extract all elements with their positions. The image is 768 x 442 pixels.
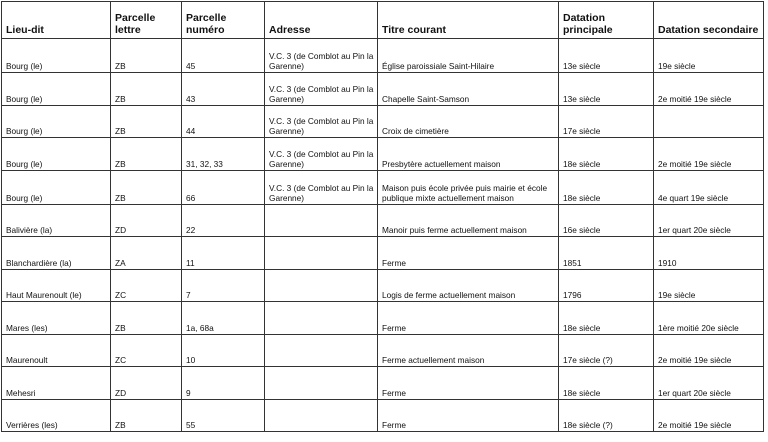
- cell-datation-secondaire: 2e moitié 19e siècle: [654, 138, 764, 171]
- cell-datation-principale: 17e siècle: [559, 105, 654, 138]
- cell-adresse: V.C. 3 (de Comblot au Pin la Garenne): [265, 105, 378, 138]
- cell-datation-secondaire: 4e quart 19e siècle: [654, 170, 764, 204]
- column-header-parcelle-numero: Parcelle numéro: [182, 2, 265, 39]
- cell-datation-principale: 18e siècle: [559, 367, 654, 400]
- cell-datation-secondaire: 2e moitié 19e siècle: [654, 73, 764, 106]
- cell-parcelle-lettre: ZC: [111, 334, 182, 367]
- cell-parcelle-lettre: ZB: [111, 39, 182, 73]
- cell-lieu-dit: Bourg (le): [2, 39, 111, 73]
- inventory-table: [1, 1, 764, 432]
- cell-parcelle-numero: 1a, 68a: [182, 302, 265, 335]
- cell-datation-principale: 13e siècle: [559, 73, 654, 106]
- cell-parcelle-lettre: ZB: [111, 73, 182, 106]
- cell-parcelle-numero: 45: [182, 39, 265, 73]
- table-row: [2, 399, 764, 432]
- cell-titre-courant: Chapelle Saint-Samson: [378, 73, 559, 106]
- cell-adresse: [265, 237, 378, 270]
- cell-adresse: [265, 269, 378, 302]
- cell-datation-secondaire: 1er quart 20e siècle: [654, 204, 764, 237]
- cell-parcelle-numero: 44: [182, 105, 265, 138]
- table-row: [2, 334, 764, 367]
- cell-titre-courant: Presbytère actuellement maison: [378, 138, 559, 171]
- cell-parcelle-lettre: ZD: [111, 204, 182, 237]
- cell-titre-courant: Église paroissiale Saint-Hilaire: [378, 39, 559, 73]
- cell-lieu-dit: Blanchardière (la): [2, 237, 111, 270]
- column-header-adresse: Adresse: [265, 2, 378, 39]
- column-header-datation-secondaire: Datation secondaire: [654, 2, 764, 39]
- cell-lieu-dit: Bourg (le): [2, 73, 111, 106]
- table-row: [2, 39, 764, 73]
- cell-datation-principale: 18e siècle (?): [559, 399, 654, 432]
- table-row: [2, 302, 764, 335]
- cell-datation-secondaire: 1ère moitié 20e siècle: [654, 302, 764, 335]
- cell-datation-principale: 17e siècle (?): [559, 334, 654, 367]
- cell-parcelle-lettre: ZC: [111, 269, 182, 302]
- cell-parcelle-numero: 9: [182, 367, 265, 400]
- table-row: [2, 170, 764, 204]
- cell-lieu-dit: Bourg (le): [2, 170, 111, 204]
- cell-adresse: V.C. 3 (de Comblot au Pin la Garenne): [265, 170, 378, 204]
- cell-datation-principale: 18e siècle: [559, 138, 654, 171]
- cell-lieu-dit: Haut Maurenoult (le): [2, 269, 111, 302]
- cell-titre-courant: Ferme: [378, 399, 559, 432]
- cell-parcelle-lettre: ZB: [111, 170, 182, 204]
- cell-parcelle-numero: 10: [182, 334, 265, 367]
- column-header-lieu-dit: Lieu-dit: [2, 2, 111, 39]
- cell-datation-principale: 1851: [559, 237, 654, 270]
- table-body: [2, 39, 764, 432]
- cell-titre-courant: Ferme: [378, 367, 559, 400]
- table-row: [2, 138, 764, 171]
- cell-adresse: [265, 367, 378, 400]
- cell-parcelle-numero: 43: [182, 73, 265, 106]
- cell-titre-courant: Ferme: [378, 237, 559, 270]
- table-row: [2, 367, 764, 400]
- cell-titre-courant: Maison puis école privée puis mairie et école publique mixte actuellement maison: [378, 170, 559, 204]
- table-row: [2, 204, 764, 237]
- cell-lieu-dit: Verrières (les): [2, 399, 111, 432]
- cell-datation-secondaire: 2e moitié 19e siècle: [654, 334, 764, 367]
- cell-lieu-dit: Mares (les): [2, 302, 111, 335]
- cell-lieu-dit: Bourg (le): [2, 138, 111, 171]
- cell-datation-secondaire: 1910: [654, 237, 764, 270]
- table-row: [2, 269, 764, 302]
- table-row: [2, 237, 764, 270]
- cell-adresse: V.C. 3 (de Comblot au Pin la Garenne): [265, 39, 378, 73]
- column-header-parcelle-lettre: Parcelle lettre: [111, 2, 182, 39]
- cell-adresse: [265, 399, 378, 432]
- table-row: [2, 73, 764, 106]
- table-header: [2, 2, 764, 39]
- cell-parcelle-numero: 66: [182, 170, 265, 204]
- cell-datation-principale: 18e siècle: [559, 170, 654, 204]
- cell-lieu-dit: Balivière (la): [2, 204, 111, 237]
- cell-parcelle-numero: 31, 32, 33: [182, 138, 265, 171]
- header-row: [2, 2, 764, 39]
- cell-lieu-dit: Mehesri: [2, 367, 111, 400]
- cell-adresse: V.C. 3 (de Comblot au Pin la Garenne): [265, 73, 378, 106]
- cell-parcelle-lettre: ZD: [111, 367, 182, 400]
- cell-parcelle-lettre: ZB: [111, 105, 182, 138]
- cell-titre-courant: Ferme actuellement maison: [378, 334, 559, 367]
- cell-titre-courant: Ferme: [378, 302, 559, 335]
- cell-adresse: [265, 204, 378, 237]
- column-header-titre-courant: Titre courant: [378, 2, 559, 39]
- cell-datation-principale: 13e siècle: [559, 39, 654, 73]
- cell-parcelle-lettre: ZA: [111, 237, 182, 270]
- cell-titre-courant: Croix de cimetière: [378, 105, 559, 138]
- cell-datation-principale: 18e siècle: [559, 302, 654, 335]
- column-header-datation-principale: Datation principale: [559, 2, 654, 39]
- cell-datation-secondaire: 2e moitié 19e siècle: [654, 399, 764, 432]
- cell-parcelle-lettre: ZB: [111, 302, 182, 335]
- table-row: [2, 105, 764, 138]
- cell-parcelle-lettre: ZB: [111, 399, 182, 432]
- cell-parcelle-lettre: ZB: [111, 138, 182, 171]
- cell-parcelle-numero: 55: [182, 399, 265, 432]
- cell-titre-courant: Manoir puis ferme actuellement maison: [378, 204, 559, 237]
- cell-datation-secondaire: 19e siècle: [654, 269, 764, 302]
- cell-titre-courant: Logis de ferme actuellement maison: [378, 269, 559, 302]
- cell-datation-principale: 16e siècle: [559, 204, 654, 237]
- cell-datation-principale: 1796: [559, 269, 654, 302]
- cell-parcelle-numero: 11: [182, 237, 265, 270]
- cell-parcelle-numero: 7: [182, 269, 265, 302]
- cell-datation-secondaire: [654, 105, 764, 138]
- cell-adresse: [265, 302, 378, 335]
- cell-parcelle-numero: 22: [182, 204, 265, 237]
- cell-datation-secondaire: 1er quart 20e siècle: [654, 367, 764, 400]
- cell-lieu-dit: Maurenoult: [2, 334, 111, 367]
- cell-adresse: [265, 334, 378, 367]
- cell-lieu-dit: Bourg (le): [2, 105, 111, 138]
- cell-datation-secondaire: 19e siècle: [654, 39, 764, 73]
- cell-adresse: V.C. 3 (de Comblot au Pin la Garenne): [265, 138, 378, 171]
